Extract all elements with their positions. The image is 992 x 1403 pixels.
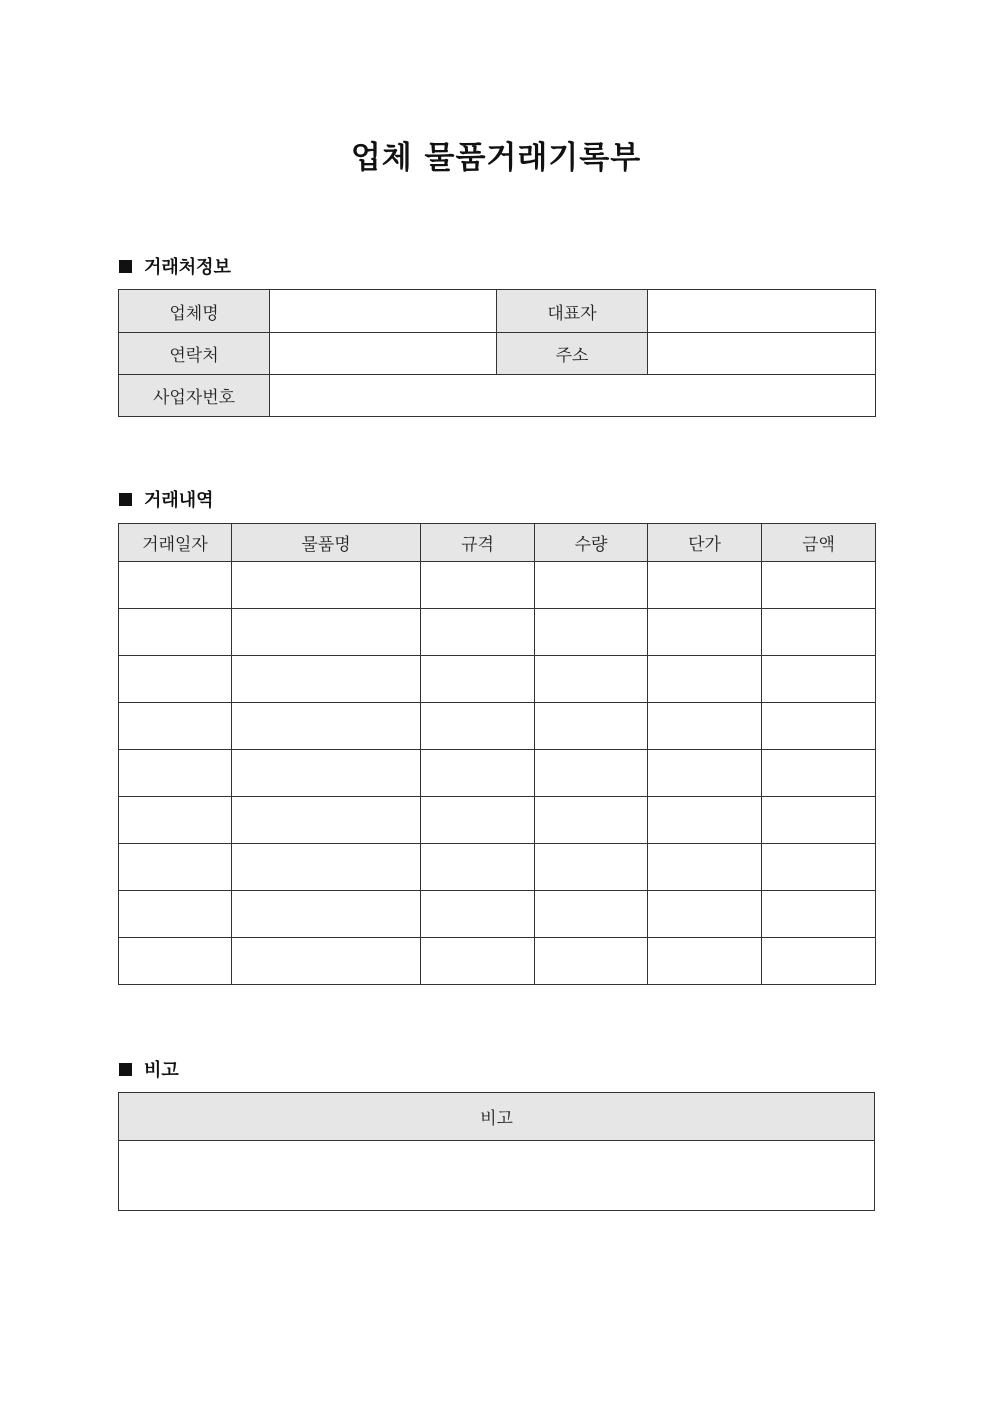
cell-date[interactable] [119, 609, 232, 656]
cell-unit-price[interactable] [648, 938, 762, 985]
representative-field[interactable] [648, 290, 876, 333]
cell-quantity[interactable] [535, 562, 648, 609]
cell-date[interactable] [119, 797, 232, 844]
remarks-heading [119, 1056, 179, 1082]
cell-date[interactable] [119, 891, 232, 938]
cell-item-name[interactable] [232, 609, 421, 656]
cell-spec[interactable] [421, 750, 535, 797]
address-label: 주소 [497, 333, 648, 375]
table-row [119, 703, 876, 750]
cell-item-name[interactable] [232, 797, 421, 844]
cell-spec[interactable] [421, 938, 535, 985]
table-row [119, 562, 876, 609]
table-row [119, 750, 876, 797]
column-header-date: 거래일자 [119, 524, 232, 562]
cell-unit-price[interactable] [648, 891, 762, 938]
cell-amount[interactable] [762, 891, 876, 938]
transactions-heading-text: 거래내역 [144, 490, 214, 511]
column-header-quantity: 수량 [535, 524, 648, 562]
cell-item-name[interactable] [232, 844, 421, 891]
cell-spec[interactable] [421, 656, 535, 703]
table-row [119, 609, 876, 656]
cell-quantity[interactable] [535, 656, 648, 703]
transactions-table [118, 523, 876, 985]
cell-quantity[interactable] [535, 703, 648, 750]
page-title: 업체 물품거래기록부 [350, 140, 642, 176]
square-bullet-icon [119, 260, 132, 273]
column-header-amount: 금액 [762, 524, 876, 562]
company-name-field[interactable] [270, 290, 497, 333]
cell-spec[interactable] [421, 797, 535, 844]
transactions-heading [119, 486, 214, 512]
cell-amount[interactable] [762, 938, 876, 985]
cell-quantity[interactable] [535, 609, 648, 656]
contact-label: 연락처 [119, 333, 270, 375]
business-number-field[interactable] [270, 375, 876, 417]
cell-quantity[interactable] [535, 938, 648, 985]
remarks-heading-text: 비고 [144, 1060, 179, 1081]
cell-amount[interactable] [762, 750, 876, 797]
cell-amount[interactable] [762, 656, 876, 703]
cell-date[interactable] [119, 656, 232, 703]
cell-spec[interactable] [421, 844, 535, 891]
transaction-rows [119, 562, 876, 985]
cell-date[interactable] [119, 703, 232, 750]
cell-spec[interactable] [421, 562, 535, 609]
cell-date[interactable] [119, 938, 232, 985]
table-row [119, 656, 876, 703]
cell-unit-price[interactable] [648, 609, 762, 656]
cell-unit-price[interactable] [648, 750, 762, 797]
cell-date[interactable] [119, 562, 232, 609]
remarks-field[interactable] [119, 1141, 875, 1211]
column-header-unit-price: 단가 [648, 524, 762, 562]
cell-quantity[interactable] [535, 750, 648, 797]
cell-amount[interactable] [762, 609, 876, 656]
table-row [119, 797, 876, 844]
cell-amount[interactable] [762, 797, 876, 844]
company-name-label: 업체명 [119, 290, 270, 333]
column-header-item-name: 물품명 [232, 524, 421, 562]
cell-amount[interactable] [762, 844, 876, 891]
cell-amount[interactable] [762, 703, 876, 750]
cell-spec[interactable] [421, 703, 535, 750]
cell-item-name[interactable] [232, 938, 421, 985]
cell-item-name[interactable] [232, 656, 421, 703]
cell-amount[interactable] [762, 562, 876, 609]
table-row [119, 891, 876, 938]
remarks-table [118, 1092, 875, 1211]
contact-field[interactable] [270, 333, 497, 375]
client-info-table [118, 289, 876, 417]
cell-item-name[interactable] [232, 891, 421, 938]
client-info-heading-text: 거래처정보 [144, 257, 231, 278]
representative-label: 대표자 [497, 290, 648, 333]
address-field[interactable] [648, 333, 876, 375]
cell-spec[interactable] [421, 609, 535, 656]
cell-unit-price[interactable] [648, 562, 762, 609]
cell-unit-price[interactable] [648, 656, 762, 703]
cell-item-name[interactable] [232, 562, 421, 609]
square-bullet-icon [119, 1063, 132, 1076]
cell-date[interactable] [119, 844, 232, 891]
square-bullet-icon [119, 493, 132, 506]
table-row [119, 938, 876, 985]
cell-date[interactable] [119, 750, 232, 797]
cell-item-name[interactable] [232, 703, 421, 750]
column-header-spec: 규격 [421, 524, 535, 562]
cell-unit-price[interactable] [648, 797, 762, 844]
table-row [119, 844, 876, 891]
cell-item-name[interactable] [232, 750, 421, 797]
cell-unit-price[interactable] [648, 703, 762, 750]
cell-quantity[interactable] [535, 844, 648, 891]
client-info-heading [119, 253, 231, 279]
business-number-label: 사업자번호 [119, 375, 270, 417]
cell-spec[interactable] [421, 891, 535, 938]
cell-quantity[interactable] [535, 891, 648, 938]
cell-unit-price[interactable] [648, 844, 762, 891]
remarks-header: 비고 [119, 1093, 875, 1141]
cell-quantity[interactable] [535, 797, 648, 844]
